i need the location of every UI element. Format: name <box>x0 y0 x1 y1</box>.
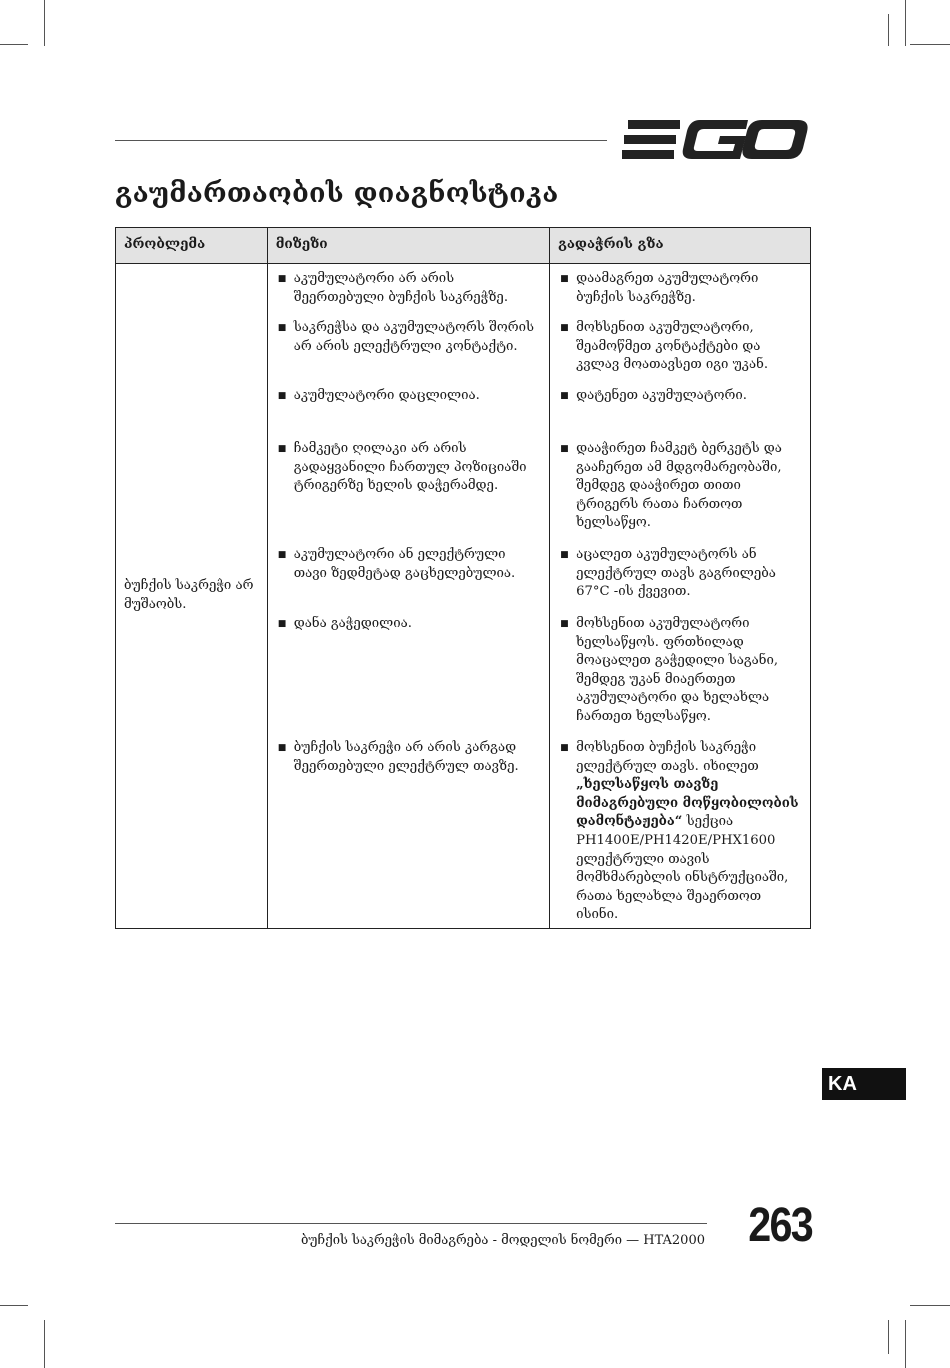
page-title: გაუმართაობის დიაგნოსტიკა <box>115 178 559 209</box>
solution-text: სექცია PH1400E/PH1420E/PHX1600 ელექტრული თავის მომხმარებლის ინსტრუქციაში, რათა ხელახლა შეაერთოთ ისინი. <box>576 814 789 923</box>
footer-text: ბუჩქის საკრეჭის მიმაგრება - მოდელის ნომერი — HTA2000 <box>300 1233 705 1248</box>
crop-mark <box>0 44 28 45</box>
problem-cell: ბუჩქის საკრეჭი არ მუშაობს. <box>116 264 268 929</box>
solution-item: ■ დატენეთ აკუმულატორი. <box>560 387 800 440</box>
cause-item: ■ დანა გაჭედილია. <box>278 615 539 739</box>
solution-item <box>560 739 800 925</box>
crop-mark <box>44 1320 45 1368</box>
solution-item: ■ დაამაგრეთ აკუმულატორი ბუჩქის საკრეჭზე. <box>560 270 800 319</box>
cause-item: ■ ბუჩქის საკრეჭი არ არის კარგად შეერთებული ელექტრულ თავზე. <box>278 739 539 776</box>
crop-mark <box>910 44 950 45</box>
crop-mark <box>905 0 906 46</box>
cause-item: ■ აკუმულატორი ან ელექტრული თავი ზედმეტად გაცხელებულია. <box>278 546 539 615</box>
manual-section-reference: „ხელსაწყოს თავზე მიმაგრებული მოწყობილობის დამონტაჟება“ <box>576 777 799 830</box>
solution-text: მოხსენით ბუჩქის საკრეჭი ელექტრულ თავს. იხილეთ <box>576 740 759 774</box>
page-number: 263 <box>748 1199 812 1252</box>
table-row <box>116 264 811 929</box>
troubleshooting-table <box>115 227 811 929</box>
table-header-row <box>116 228 811 264</box>
solution-item: ■ აცალეთ აკუმულატორს ან ელექტრულ თავს გაგრილება 67°C -ის ქვევით. <box>560 546 800 615</box>
header-cause: მიზეზი <box>267 228 549 264</box>
crop-mark <box>888 14 889 46</box>
ego-logo <box>622 118 810 166</box>
cause-cell <box>267 264 549 929</box>
crop-mark <box>0 1305 28 1306</box>
crop-mark <box>910 1305 950 1306</box>
header-problem: პრობლემა <box>116 228 268 264</box>
crop-mark <box>888 1320 889 1354</box>
cause-item: ■ ჩამკეტი ღილაკი არ არის გადაყვანილი ჩართულ პოზიციაში ტრიგერზე ხელის დაჭერამდე. <box>278 440 539 546</box>
header-rule <box>115 140 607 141</box>
solution-item: ■ მოხსენით აკუმულატორი ხელსაწყოს. ფრთხილად მოაცალეთ გაჭედილი საგანი, შემდეგ უკან მიაერთეთ აკუმულატორი და ხელახლა ჩართეთ ხელსაწყო. <box>560 615 800 739</box>
solution-item: ■ მოხსენით აკუმულატორი, შეამოწმეთ კონტაქტები და კვლავ მოათავსეთ იგი უკან. <box>560 319 800 387</box>
crop-mark <box>905 1320 906 1368</box>
cause-item: ■ საკრეჭსა და აკუმულატორს შორის არ არის ელექტრული კონტაქტი. <box>278 319 539 387</box>
header-solution: გადაჭრის გზა <box>550 228 811 264</box>
language-tab: KA <box>822 1068 906 1100</box>
solution-item: ■ დააჭირეთ ჩამკეტ ბერკეტს და გააჩერეთ ამ მდგომარეობაში, შემდეგ დააჭირეთ თითი ტრიგერს რათა ჩართოთ ხელსაწყო. <box>560 440 800 546</box>
crop-mark <box>44 0 45 46</box>
solution-cell <box>550 264 811 929</box>
footer-rule <box>115 1223 707 1224</box>
cause-item: ■ აკუმულატორი არ არის შეერთებული ბუჩქის საკრეჭზე. <box>278 270 539 319</box>
cause-item: ■ აკუმულატორი დაცლილია. <box>278 387 539 440</box>
